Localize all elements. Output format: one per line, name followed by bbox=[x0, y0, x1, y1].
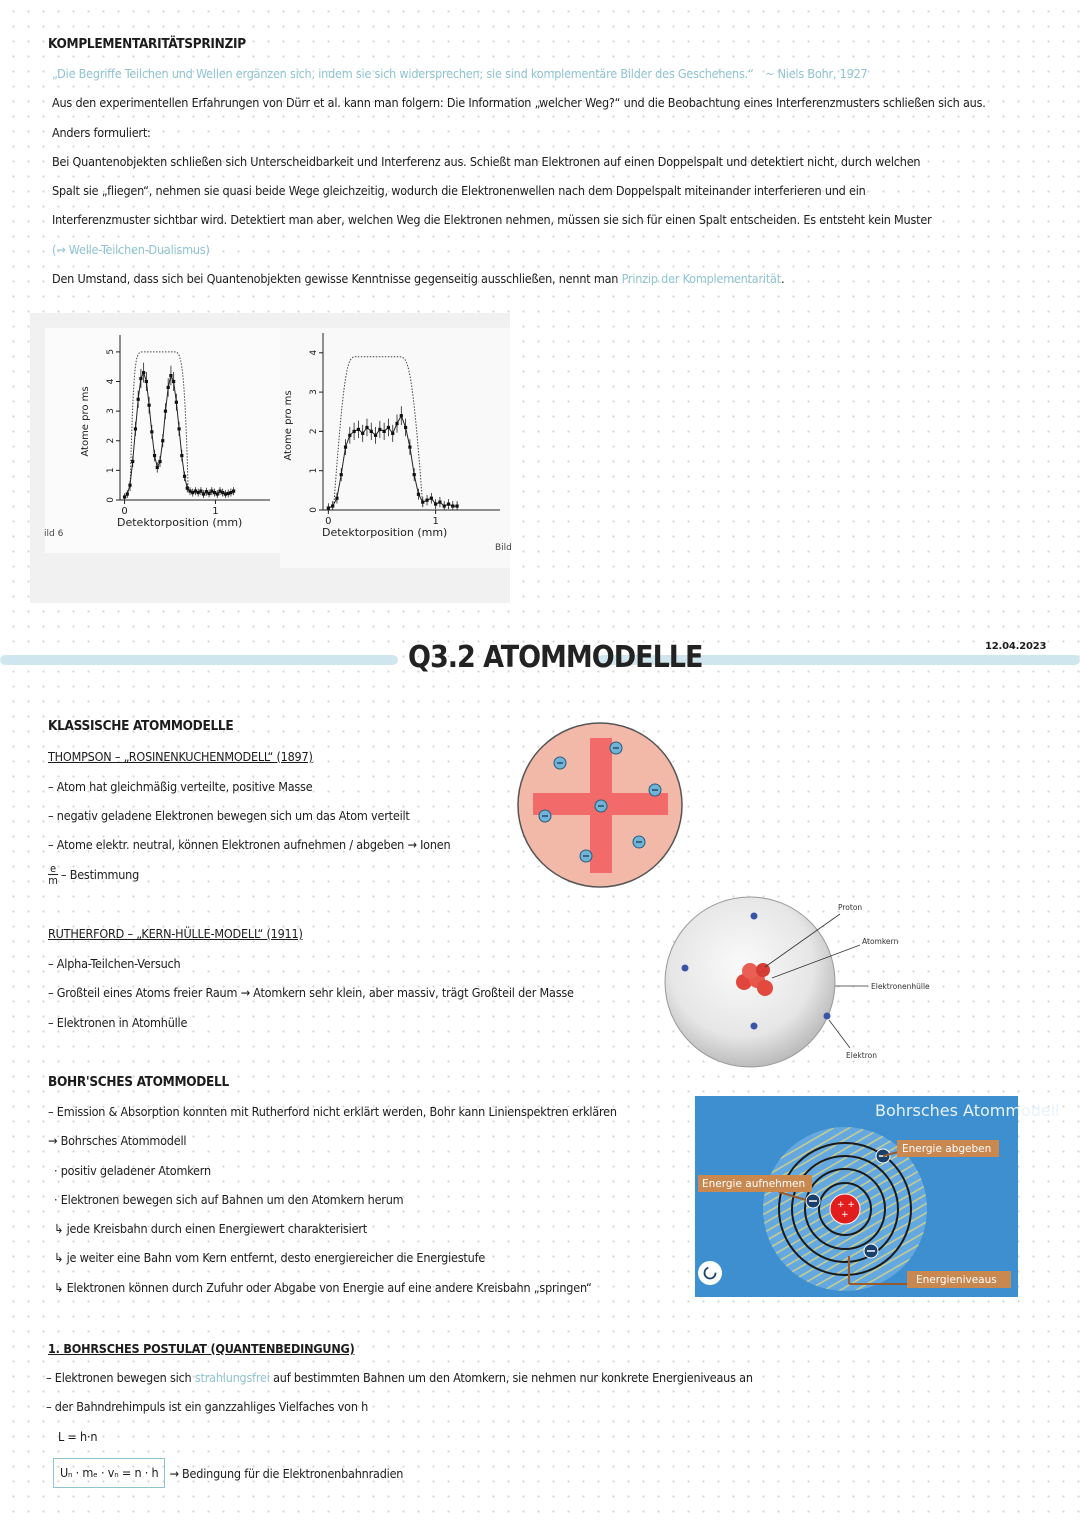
chart2-ytick-label-4: 4 bbox=[309, 349, 319, 356]
chart1-point-17 bbox=[169, 374, 172, 377]
charts-svg bbox=[30, 313, 510, 603]
chart1-point-10 bbox=[150, 430, 153, 433]
chart2-point-2 bbox=[335, 497, 338, 500]
chart1-point-1 bbox=[126, 492, 129, 495]
frac-num: e bbox=[50, 862, 56, 875]
chart1-ytick-label-4: 4 bbox=[106, 378, 116, 385]
chart1-point-36 bbox=[221, 491, 224, 494]
chart2-point-22 bbox=[421, 501, 424, 504]
chart1-point-3 bbox=[131, 460, 134, 463]
chart1-point-29 bbox=[202, 492, 205, 495]
postulat-point-1 bbox=[46, 1363, 753, 1392]
chart1-point-4 bbox=[134, 427, 137, 430]
thomson-diagram bbox=[515, 720, 690, 895]
chart1-point-20 bbox=[177, 427, 180, 430]
chart1-point-19 bbox=[175, 401, 178, 404]
rutherford-point-3: – Elektronen in Atomhülle bbox=[48, 1015, 188, 1030]
chart2-ytick-label-0: 0 bbox=[309, 507, 319, 513]
electron-bottom bbox=[751, 1023, 758, 1030]
chart1-point-0 bbox=[123, 495, 126, 498]
chart1-ytick-label-5: 5 bbox=[106, 348, 116, 355]
chart2-point-23 bbox=[425, 499, 428, 502]
p1-part-b: strahlungsfrei bbox=[194, 1370, 270, 1385]
text-line-3: Bei Quantenobjekten schließen sich Unterscheidbarkeit und Interferenz aus. Schießt man Elektronen auf einen Doppelspalt und detektiert nicht, durch welchen bbox=[52, 154, 921, 169]
text-line-7 bbox=[52, 264, 784, 293]
chart1-point-34 bbox=[216, 492, 219, 495]
chart1-point-6 bbox=[139, 377, 142, 380]
chart1-point-31 bbox=[207, 492, 210, 495]
heading-bohr: BOHR'SCHES ATOMMODELL bbox=[48, 1074, 229, 1090]
thompson-point-2: – negativ geladene Elektronen bewegen sich um das Atom verteilt bbox=[48, 808, 410, 823]
chart1-point-26 bbox=[194, 490, 197, 493]
p1-part-c: auf bestimmten Bahnen um den Atomkern, sie nehmen nur konkrete Energieniveaus an bbox=[273, 1370, 753, 1385]
chart1-point-9 bbox=[147, 404, 150, 407]
chart1-point-13 bbox=[158, 460, 161, 463]
chart1-point-25 bbox=[191, 491, 194, 494]
heading-klassische: KLASSISCHE ATOMMODELLE bbox=[48, 718, 234, 734]
chart1-point-7 bbox=[142, 371, 145, 374]
chart2-point-29 bbox=[451, 504, 454, 507]
label-elektron: Elektron bbox=[846, 1051, 877, 1060]
chart2-point-4 bbox=[344, 446, 347, 449]
bohr-title: Bohrsches Atommodell bbox=[875, 1101, 1060, 1120]
electron-left bbox=[682, 965, 689, 972]
chart1-point-22 bbox=[183, 475, 186, 478]
rutherford-title: RUTHERFORD – „KERN-HÜLLE-MODELL“ (1911) bbox=[48, 926, 303, 941]
chart1-point-39 bbox=[229, 491, 232, 494]
bohr-point-4: · Elektronen bewegen sich auf Bahnen um den Atomkern herum bbox=[54, 1192, 404, 1207]
formula-box: Uₙ · mₑ · vₙ = n · h bbox=[53, 1458, 165, 1488]
chart2-point-10 bbox=[370, 430, 373, 433]
chart1-ytick-label-1: 1 bbox=[106, 467, 116, 474]
chart1-point-21 bbox=[180, 454, 183, 457]
postulat-point-2: – der Bahndrehimpuls ist ein ganzzahliges Vielfaches von h bbox=[46, 1399, 369, 1414]
chart1-point-24 bbox=[188, 490, 191, 493]
chart1-point-5 bbox=[137, 398, 140, 401]
bohr-quote bbox=[52, 59, 868, 88]
chart1-point-2 bbox=[128, 484, 131, 487]
bohr-point-6: ↳ je weiter eine Bahn vom Kern entfernt, desto energiereicher die Energiestufe bbox=[54, 1250, 486, 1265]
chart2-point-9 bbox=[365, 426, 368, 429]
chart2-point-25 bbox=[434, 503, 437, 506]
rutherford-point-2: – Großteil eines Atoms freier Raum → Atomkern sehr klein, aber massiv, trägt Großteil der Masse bbox=[48, 985, 574, 1000]
chart2-xtick-label-0: 0 bbox=[325, 516, 332, 527]
label-niveaus: Energieniveaus bbox=[916, 1274, 997, 1286]
chart2-ytick-label-3: 3 bbox=[309, 389, 319, 395]
bohr-diagram bbox=[695, 1096, 1060, 1297]
postulat-point-3: L = h·n bbox=[58, 1429, 98, 1444]
chart1-point-40 bbox=[232, 490, 235, 493]
chart1-point-15 bbox=[164, 410, 167, 413]
bohr-point-2: → Bohrsches Atommodell bbox=[48, 1133, 187, 1148]
formula-note: → Bedingung für die Elektronenbahnradien bbox=[169, 1465, 404, 1481]
chart2-point-14 bbox=[387, 426, 390, 429]
chart2-point-15 bbox=[391, 432, 394, 435]
bohr-point-1: – Emission & Absorption konnten mit Rutherford nicht erklärt werden, Bohr kann Linienspektren erklären bbox=[48, 1104, 617, 1119]
text-line-4: Spalt sie „fliegen“, nehmen sie quasi beide Wege gleichzeitig, wodurch die Elektronenwellen nach dem Doppelspalt miteinander interferieren und ein bbox=[52, 183, 866, 198]
line7-main: Den Umstand, dass sich bei Quantenobjekten gewisse Kenntnisse gegenseitig ausschließen, nennt man bbox=[52, 271, 619, 286]
chart1-point-28 bbox=[199, 490, 202, 493]
quote-text: „Die Begriffe Teilchen und Wellen ergänzen sich, indem sie sich widersprechen; sie sind komplementäre Bilder des Geschehens.“ bbox=[52, 66, 754, 81]
section-title: Q3.2 ATOMMODELLE bbox=[408, 640, 703, 675]
chart1-point-37 bbox=[224, 492, 227, 495]
chart1-point-35 bbox=[218, 490, 221, 493]
chart2-point-21 bbox=[417, 493, 420, 496]
chart1-point-12 bbox=[156, 466, 159, 469]
chart1-caption: ild 6 bbox=[44, 529, 64, 539]
chart2-point-19 bbox=[408, 446, 411, 449]
heading-komplementaritaet: KOMPLEMENTARITÄTSPRINZIP bbox=[48, 36, 246, 52]
chart1-xtick-label-1: 1 bbox=[212, 506, 219, 517]
chart2-ytick-label-1: 1 bbox=[309, 467, 319, 474]
chart-panel bbox=[30, 313, 510, 603]
label-atomkern: Atomkern bbox=[862, 937, 899, 946]
chart2-point-0 bbox=[327, 506, 330, 509]
line7-dot: . bbox=[780, 271, 785, 286]
chart2-caption: Bild bbox=[495, 543, 512, 553]
divider-left bbox=[0, 655, 398, 665]
electron-top bbox=[751, 913, 758, 920]
p1-part-a: – Elektronen bewegen sich bbox=[46, 1370, 192, 1385]
chart1-point-8 bbox=[145, 380, 148, 383]
date: 12.04.2023 bbox=[985, 641, 1047, 652]
thompson-point-1: – Atom hat gleichmäßig verteilte, positive Masse bbox=[48, 779, 313, 794]
text-line-2: Anders formuliert: bbox=[52, 125, 151, 140]
chart2-point-7 bbox=[357, 428, 360, 431]
rutherford-point-1: – Alpha-Teilchen-Versuch bbox=[48, 956, 181, 971]
chart1-point-32 bbox=[210, 490, 213, 493]
chart2-point-18 bbox=[404, 426, 407, 429]
bohr-svg bbox=[695, 1096, 1060, 1297]
chart2-ylabel: Atome pro ms bbox=[283, 390, 294, 461]
chart2-point-6 bbox=[353, 430, 356, 433]
chart2-xtick-label-1: 1 bbox=[432, 516, 439, 527]
refresh-icon[interactable] bbox=[698, 1261, 722, 1285]
svg-text:+: + bbox=[841, 1210, 849, 1220]
chart2-point-16 bbox=[395, 422, 398, 425]
chart2-point-12 bbox=[378, 428, 381, 431]
label-abgeben: Energie abgeben bbox=[902, 1143, 992, 1155]
chart2-point-26 bbox=[438, 501, 441, 504]
chart1-ytick-label-0: 0 bbox=[106, 497, 116, 503]
thompson-point-3: – Atome elektr. neutral, können Elektronen aufnehmen / abgeben → Ionen bbox=[48, 837, 451, 852]
chart2-point-24 bbox=[430, 497, 433, 500]
chart2-point-11 bbox=[374, 434, 377, 437]
chart1-ytick-label-2: 2 bbox=[106, 437, 116, 444]
line7-term: Prinzip der Komplementarität bbox=[621, 271, 781, 286]
chart1-point-23 bbox=[186, 487, 189, 490]
bohr-point-5: ↳ jede Kreisbahn durch einen Energiewert charakterisiert bbox=[54, 1221, 367, 1236]
chart1-xlabel: Detektorposition (mm) bbox=[117, 516, 243, 529]
chart2-point-5 bbox=[348, 434, 351, 437]
chart2-point-17 bbox=[400, 414, 403, 417]
label-proton: Proton bbox=[838, 903, 863, 912]
quote-author: ~ Niels Bohr, 1927 bbox=[764, 66, 868, 81]
rutherford-diagram bbox=[660, 890, 960, 1070]
formula-row bbox=[53, 1458, 403, 1488]
chart1-xtick-label-0: 0 bbox=[121, 506, 128, 517]
chart1-ytick-label-3: 3 bbox=[106, 408, 116, 414]
chart2-point-30 bbox=[455, 504, 458, 507]
chart1-point-11 bbox=[153, 454, 156, 457]
chart2-xlabel: Detektorposition (mm) bbox=[322, 526, 448, 539]
text-line-1: Aus den experimentellen Erfahrungen von Dürr et al. kann man folgern: Die Information „welcher Weg?“ und die Beobachtung eines Interferenzmusters schließen sich aus. bbox=[52, 95, 986, 110]
svg-text:+ +: + + bbox=[837, 1200, 855, 1210]
bohr-point-3: · positiv geladener Atomkern bbox=[54, 1163, 211, 1178]
chart1-ylabel: Atome pro ms bbox=[80, 386, 91, 457]
chart1-point-38 bbox=[227, 492, 230, 495]
chart1-point-18 bbox=[172, 380, 175, 383]
chart2-point-8 bbox=[361, 432, 364, 435]
chart1-point-16 bbox=[167, 386, 170, 389]
chart1-point-30 bbox=[205, 490, 208, 493]
chart1-point-14 bbox=[161, 439, 164, 442]
bohr-point-7: ↳ Elektronen können durch Zufuhr oder Abgabe von Energie auf eine andere Kreisbahn „springen“ bbox=[54, 1280, 592, 1295]
chart2-point-1 bbox=[331, 504, 334, 507]
chart1-point-27 bbox=[197, 491, 200, 494]
text-line-5: Interferenzmuster sichtbar wird. Detektiert man aber, welchen Weg die Elektronen nehmen, müssen sie sich für einen Spalt entscheiden. Es entsteht kein Muster bbox=[52, 212, 932, 227]
thompson-title: THOMPSON – „ROSINENKUCHENMODELL“ (1897) bbox=[48, 749, 313, 764]
chart2-ytick-label-2: 2 bbox=[309, 428, 319, 435]
heading-postulat: 1. BOHRSCHES POSTULAT (QUANTENBEDINGUNG) bbox=[48, 1341, 355, 1356]
electron-right bbox=[824, 1013, 831, 1020]
chart2-point-3 bbox=[340, 473, 343, 476]
chart1-point-33 bbox=[213, 491, 216, 494]
label-aufnehmen: Energie aufnehmen bbox=[702, 1178, 806, 1190]
text-line-6: (→ Welle-Teilchen-Dualismus) bbox=[52, 242, 210, 257]
label-elektronenhuelle: Elektronenhülle bbox=[871, 982, 930, 991]
chart2-point-28 bbox=[447, 503, 450, 506]
chart2-point-13 bbox=[383, 430, 386, 433]
chart2-point-27 bbox=[443, 504, 446, 507]
frac-den: m bbox=[48, 874, 58, 887]
thompson-point-4-text: – Bestimmung bbox=[60, 867, 140, 882]
thompson-point-4 bbox=[48, 860, 139, 889]
e-over-m bbox=[48, 863, 58, 886]
chart2-point-20 bbox=[413, 473, 416, 476]
